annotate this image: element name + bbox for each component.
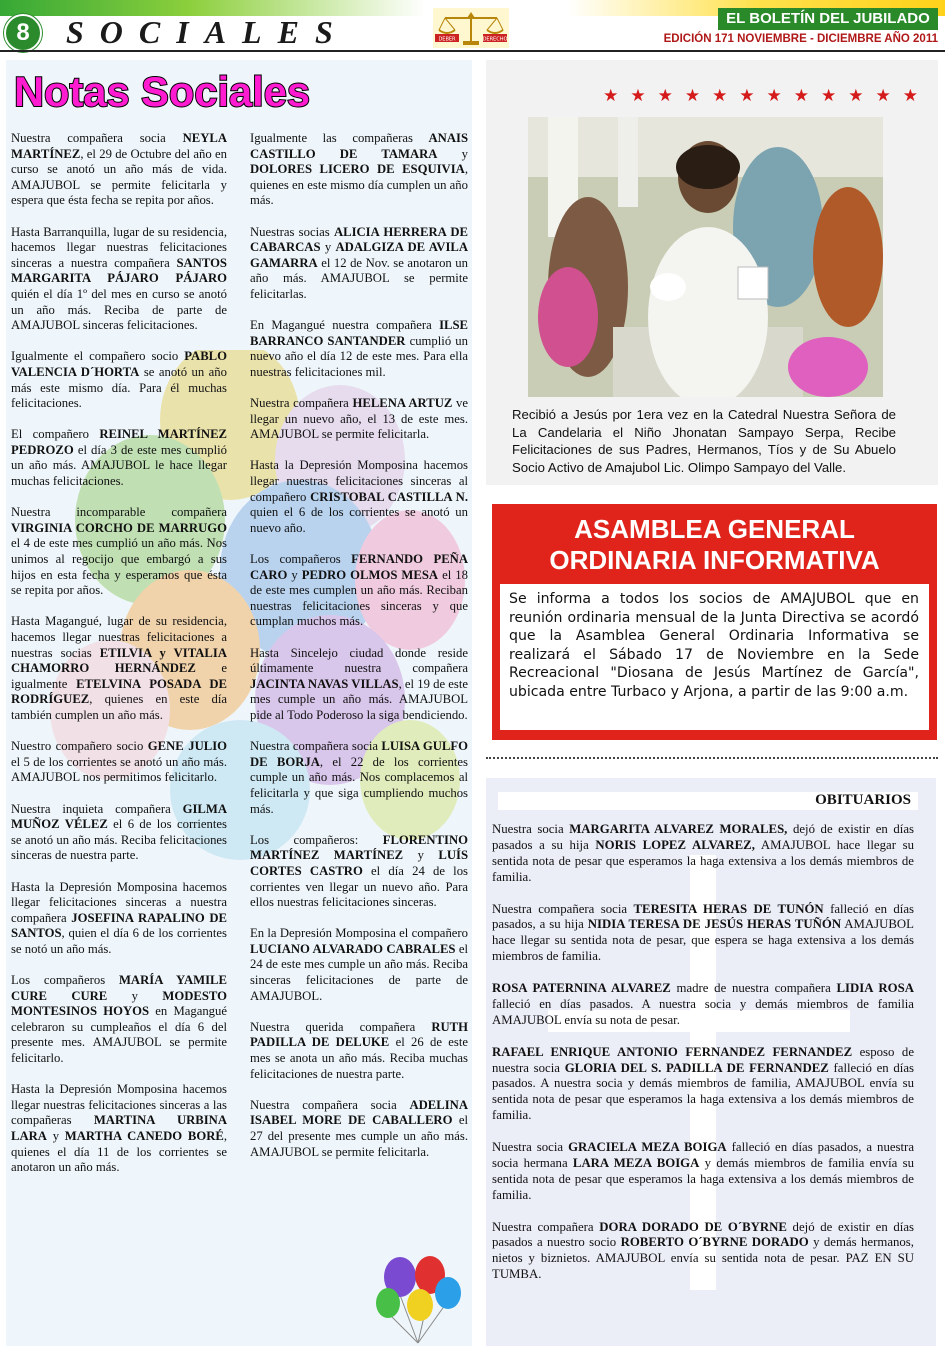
balloons-icon	[370, 1255, 465, 1345]
notes-title-graphic	[12, 66, 312, 114]
name-highlight: ADELINA ISABEL MORE DE CABALLERO	[250, 1097, 468, 1128]
social-note: Nuestra compañera socia NEYLA MARTÍNEZ, el 29 de Octubre del año en curso se anotó un año más de vida. AMAJUBOL se permite felicitarla y espera que ésta fecha se repita por años.	[11, 131, 227, 208]
notes-column-1	[11, 131, 227, 1191]
name-highlight: GRACIELA MEZA BOIGA	[568, 1140, 727, 1155]
name-highlight: PABLO VALENCIA D´HORTA	[11, 349, 227, 379]
name-highlight: NIDIA TERESA DE JESÚS HERAS TUÑÓN	[587, 917, 842, 932]
social-note: En la Depresión Momposina el compañero LUCIANO ALVARADO CABRALES el 24 de este mes cumple un año más. Reciba sinceras felicitaciones de parte de AMAJUBOL.	[250, 926, 468, 1003]
obituary-entry: RAFAEL ENRIQUE ANTONIO FERNANDEZ FERNANDEZ esposo de nuestra socia GLORIA DEL S. PADILLA DE FERNANDEZ falleció en días pasados. A nuestra socia y demás miembros de familia, AMAJUBOL envía su sentida nota de pesar que esperamos la haga extensiva a los demás miembros de familia.	[492, 1044, 915, 1123]
name-highlight: RAFAEL ENRIQUE ANTONIO FERNANDEZ FERNANDEZ	[492, 1044, 853, 1059]
obituaries-title: OBITUARIOS	[815, 792, 911, 808]
photo-caption: Recibió a Jesús por 1era vez en la Catedral Nuestra Señora de La Candelaria el Niño Jhonatan Sampayo Serpa, Recibe Felicitaciones de sus Padres, Hermanos, Tíos y de Su Abuelo Socio Activo de Amajubol Lic. Olimpo Sampayo del Valle.	[512, 407, 896, 475]
social-note: Igualmente las compañeras ANAIS CASTILLO DE TAMARA y DOLORES LICERO DE ESQUIVIA, quienes en este mismo día cumplen un año más.	[250, 131, 469, 208]
publication-name: EL BOLETÍN DEL JUBILADO	[718, 8, 938, 30]
obituary-entry: Nuestra compañera socia TERESITA HERAS DE TUNÓN falleció en días pasados, a su hija NIDIA TERESA DE JESÚS HERAS TUÑÓN AMAJUBOL hace llegar su sentida nota de pesar, que espera se haga extensiva a los demás miembros de familia.	[492, 901, 915, 964]
social-note: Nuestras socias ALICIA HERRERA DE CABARCAS y ADALGIZA DE AVILA GAMARRA el 12 de Nov. se anotaron un año más. AMAJUBOL se permite felicitarlas.	[250, 224, 469, 301]
section-title: SOCIALES	[66, 14, 349, 50]
social-note: Nuestra querida compañera RUTH PADILLA DE DELUKE el 26 de este mes se anota un año más. Reciba muchas felicitaciones de nuestra parte.	[250, 1019, 468, 1081]
name-highlight: MARTINA URBINA LARA	[11, 1113, 227, 1143]
name-highlight: LIDIA ROSA	[836, 981, 914, 996]
obituary-entry: Nuestra compañera DORA DORADO DE O´BYRNE dejó de existir en días pasados a nuestro socio ROBERTO O´BYRNE DORADO y demás hermanos, nietos y biznietos. AMAJUBOL envía su sentida nota de pesar. PAZ EN SU TUMBA.	[492, 1219, 914, 1282]
name-highlight: LARA MEZA BOIGA	[572, 1155, 700, 1170]
name-highlight: ETILVIA y VITALIA CHAMORRO HERNÁNDEZ	[11, 645, 227, 676]
name-highlight: ALICIA HERRERA DE CABARCAS	[250, 224, 468, 255]
dotted-separator	[486, 757, 938, 759]
name-highlight: DOLORES LICERO DE ESQUIVIA	[250, 162, 465, 177]
social-note: Hasta la Depresión Momposina hacemos llegar nuestras felicitaciones sinceras a las compañeras MARTINA URBINA LARA y MARTHA CANEDO BORÉ, quienes el día 11 de los corrientes se anotaron un año más.	[11, 1082, 227, 1175]
name-highlight: ROBERTO O´BYRNE DORADO	[620, 1235, 809, 1250]
name-highlight: ADALGIZA DE AVILA GAMARRA	[250, 240, 469, 270]
social-note: Hasta Magangué, lugar de su residencia, hacemos llegar nuestras felicitaciones a nuestras socias ETILVIA y VITALIA CHAMORRO HERNÁNDEZ e igualmente ETELVINA POSADA DE RODRÍGUEZ, quienes en este día también cumplen un año más.	[11, 614, 227, 722]
social-note: Igualmente el compañero socio PABLO VALENCIA D´HORTA se anotó un año más este mismo día. Para él muchas felicitaciones.	[11, 349, 227, 411]
name-highlight: MARTHA CANEDO BORÉ	[64, 1129, 224, 1143]
social-note: Nuestro compañero socio GENE JULIO el 5 de los corrientes se anotó un año más. AMAJUBOL nos permitimos felicitarlo.	[11, 739, 227, 785]
social-note: Nuestra compañera socia LUISA GULFO DE BORJA, el 22 de los corrientes cumple un año más. Nos complacemos al felicitarla y que siga cumpliendo muchos más.	[250, 739, 468, 816]
name-highlight: TERESITA HERAS DE TUNÓN	[633, 901, 824, 916]
name-highlight: JOSEFINA RAPALINO DE SANTOS	[11, 910, 227, 941]
name-highlight: LUCIANO ALVARADO CABRALES	[250, 941, 456, 956]
name-highlight: NEYLA MARTÍNEZ	[11, 131, 227, 161]
social-note: Los compañeros MARÍA YAMILE CURE CURE y MODESTO MONTESINOS HOYOS en Magangué celebraron su cumpleaños el día 6 del presente mes. AMAJUBOL se permite felicitarlo.	[11, 973, 228, 1066]
assembly-title-line1: ASAMBLEA GENERAL	[574, 514, 855, 544]
assembly-title	[492, 514, 937, 576]
name-highlight: FERNANDO PEÑA CARO	[250, 552, 468, 582]
name-highlight: VIRGINIA CORCHO DE MARRUGO	[11, 520, 227, 535]
obituary-entry: Nuestra socia GRACIELA MEZA BOIGA falleció en días pasados, a nuestra socia hermana LARA MEZA BOIGA y demás miembros de familia envía su sentida nota de pesar que esperamos la haga extensiva a los demás miembros de familia.	[492, 1140, 914, 1202]
obituary-entry: Nuestra socia MARGARITA ALVAREZ MORALES, dejó de existir en días pasados a su hija NORIS LOPEZ ALVAREZ, AMAJUBOL hace llegar su sentida nota de pesar que esperamos la haga extensiva a los demás miembros de familia.	[492, 822, 914, 884]
name-highlight: ROSA PATERNINA ALVAREZ	[492, 981, 671, 996]
obituaries-text	[492, 822, 914, 1299]
name-highlight: ANAIS CASTILLO DE TAMARA	[250, 131, 468, 161]
social-note: Hasta la Depresión Momposina hacemos llegar felicitaciones sinceras a nuestra compañera JOSEFINA RAPALINO DE SANTOS, quien el día 6 de los corrientes se notó un año más.	[11, 879, 227, 956]
name-highlight: RUTH PADILLA DE DELUKE	[250, 1019, 468, 1050]
notes-column-2	[250, 131, 468, 1176]
edition-info: EDICIÓN 171 NOVIEMBRE - DICIEMBRE AÑO 2011	[663, 33, 938, 45]
social-note: Hasta Barranquilla, lugar de su residencia, hacemos llegar nuestras felicitaciones sinceras a nuestra compañera SANTOS MARGARITA PÁJARO PÁJARO quién el día 1º del mes en curso se anotó un año más. Reciba de parte de AMAJUBOL sinceras felicitaciones.	[11, 224, 227, 333]
page-number: 8	[4, 14, 42, 52]
social-note: En Magangué nuestra compañera ILSE BARRANCO SANTANDER cumplió un nuevo año el día 12 de este mes. Para ella nuestras felicitaciones mil.	[250, 318, 468, 379]
social-note: Nuestra compañera HELENA ARTUZ ve llegar un nuevo año, el 13 de este mes. AMAJUBOL se permite felicitarla.	[250, 396, 468, 442]
social-note: Los compañeros: FLORENTINO MARTÍNEZ MARTÍNEZ y LUÍS CORTES CASTRO el día 24 de los corrientes ven llegar un nuevo año. Para ellos nuestras felicitaciones sinceras.	[250, 832, 469, 910]
header-rule	[0, 50, 945, 52]
name-highlight: PEDRO OLMOS MESA	[301, 567, 439, 582]
social-note: Nuestra inquieta compañera GILMA MUÑOZ VÉLEZ el 6 de los corrientes se anotó un año más. Reciba felicitaciones sinceras de nuestra parte.	[11, 801, 227, 863]
logo-right-label: DERECHO	[482, 36, 508, 43]
name-highlight: GENE JULIO	[147, 739, 227, 754]
social-note: El compañero REINEL MARTÍNEZ PEDROZO el día 3 de este mes cumplió un año más. AMAJUBOL le hace llegar muchas felicitaciones.	[11, 427, 228, 489]
logo-left-label: DEBER	[438, 36, 456, 43]
assembly-title-line2: ORDINARIA INFORMATIVA	[549, 545, 880, 575]
name-highlight: MARÍA YAMILE CURE CURE	[11, 973, 227, 1003]
name-highlight: DORA DORADO DE O´BYRNE	[599, 1219, 787, 1234]
scales-logo-icon	[433, 8, 509, 48]
assembly-text: Se informa a todos los socios de AMAJUBOL que en reunión ordinaria mensual de la Junta Directiva se acordó que la Asamblea General Ordinaria Informativa se realizará el Sábado 17 de Noviembre en la Sede Recreacional "Diosana de Jesús Martínez de García", ubicada entre Turbaco y Arjona, a partir de las 9:00 a.m.	[509, 591, 919, 700]
communion-photo	[528, 117, 883, 397]
stars-decoration: ★★★★★★★★★★★★	[603, 86, 930, 106]
page-header	[0, 0, 945, 52]
name-highlight: REINEL MARTÍNEZ PEDROZO	[11, 427, 228, 457]
notes-title: Notas Sociales	[14, 68, 310, 114]
obituary-entry: ROSA PATERNINA ALVAREZ madre de nuestra compañera LIDIA ROSA falleció en días pasados. A nuestra socia y demás miembros de familia AMAJUBOL envía su nota de pesar.	[492, 981, 914, 1027]
social-note: Nuestra incomparable compañera VIRGINIA CORCHO DE MARRUGO el 4 de este mes cumplió un año más. Nos unimos al regocijo que embargó a sus hijos en esta fecha y esperamos que ésta se repita por años.	[11, 505, 227, 598]
social-note: Nuestra compañera socia ADELINA ISABEL MORE DE CABALLERO el 27 del presente mes cumple un año más. AMAJUBOL se permite felicitarla.	[250, 1097, 468, 1159]
name-highlight: LUÍS CORTES CASTRO	[250, 848, 469, 878]
name-highlight: ILSE BARRANCO SANTANDER	[250, 318, 468, 348]
name-highlight: HELENA ARTUZ	[352, 396, 453, 411]
name-highlight: CRISTOBAL CASTILLA N.	[310, 489, 468, 504]
social-note: Los compañeros FERNANDO PEÑA CARO y PEDRO OLMOS MESA el 18 de este mes cumplen un año más. Reciban nuestras felicitaciones sinceras y que cumplan muchos más.	[250, 552, 468, 629]
name-highlight: LUISA GULFO DE BORJA	[250, 739, 468, 769]
name-highlight: FLORENTINO MARTÍNEZ MARTÍNEZ	[250, 832, 468, 863]
name-highlight: ETELVINA POSADA DE RODRÍGUEZ	[11, 676, 227, 707]
name-highlight: SANTOS MARGARITA PÁJARO PÁJARO	[11, 255, 227, 286]
social-note: Hasta Sincelejo ciudad donde reside últimamente nuestra compañera JACINTA NAVAS VILLAS, el 19 de este mes cumple un año más. AMAJUBOL pide al Todo Poderoso la siga bendiciendo.	[250, 645, 468, 722]
social-note: Hasta la Depresión Momposina hacemos llegar nuestras felicitaciones sinceras al compañero CRISTOBAL CASTILLA N. quien el 6 de los corrientes se anotó un nuevo año.	[250, 458, 468, 535]
name-highlight: GILMA MUÑOZ VÉLEZ	[11, 801, 227, 832]
name-highlight: MARGARITA ALVAREZ MORALES,	[569, 822, 788, 836]
name-highlight: GLORIA DEL S. PADILLA DE FERNANDEZ	[564, 1060, 829, 1075]
name-highlight: JACINTA NAVAS VILLAS	[250, 676, 399, 691]
name-highlight: MODESTO MONTESINOS HOYOS	[11, 988, 228, 1019]
name-highlight: NORIS LOPEZ ALVAREZ,	[595, 837, 755, 852]
